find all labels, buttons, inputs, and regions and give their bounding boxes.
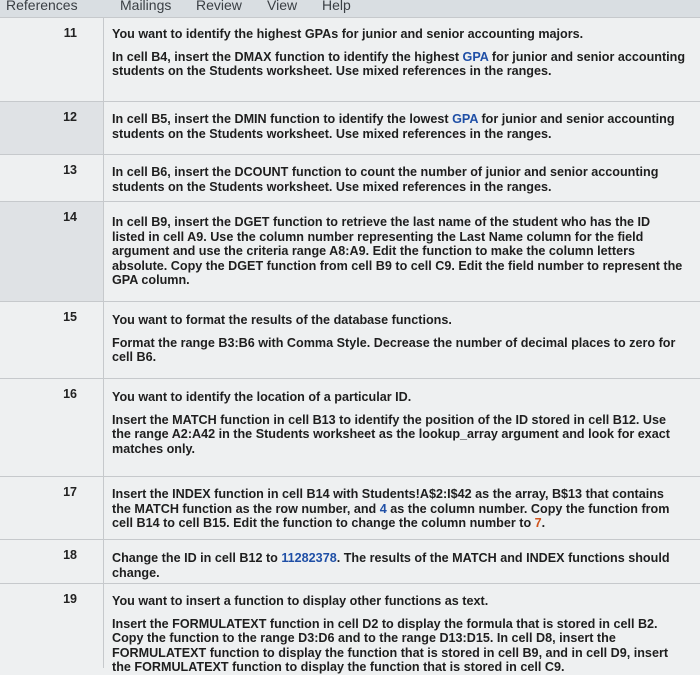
step-content bbox=[112, 551, 686, 580]
step-text: Insert the FORMULATEXT function in cell D2 to display the formula that is stored in cell B2. Copy the function to the range D3:D6 and to the range D13:D15. In cell D8, insert the FORMULATEXT function to display the function that is stored in cell B9, and in cell D9, insert the FORMULATEXT function to display the function that is stored in cell C9. bbox=[112, 616, 669, 674]
step-row-16 bbox=[0, 378, 700, 476]
step-number: 16 bbox=[0, 379, 104, 476]
step-intro: You want to identify the highest GPAs for junior and senior accounting majors. bbox=[112, 27, 584, 41]
column-number-highlight: 7 bbox=[534, 516, 542, 530]
tab-mailings[interactable]: Mailings bbox=[120, 0, 172, 13]
step-text: Format the range B3:B6 with Comma Style. Decrease the number of decimal places to zero for cell B6. bbox=[112, 335, 676, 364]
step-row-14 bbox=[0, 201, 700, 301]
step-intro: You want to identify the location of a particular ID. bbox=[112, 390, 412, 404]
step-intro: You want to insert a function to display other functions as text. bbox=[112, 594, 489, 608]
step-row-15 bbox=[0, 301, 700, 378]
step-row-18 bbox=[0, 539, 700, 583]
step-text: Insert the MATCH function in cell B13 to identify the position of the ID stored in cell B12. Use the range A2:A42 in the Students worksheet as the lookup_array argument and look for exact matches only. bbox=[112, 412, 670, 456]
id-highlight: 11282378 bbox=[281, 551, 337, 565]
step-number: 14 bbox=[0, 202, 104, 301]
gpa-highlight: GPA bbox=[462, 49, 489, 64]
step-number: 11 bbox=[0, 18, 104, 101]
step-row-12 bbox=[0, 101, 700, 154]
step-number: 12 bbox=[0, 102, 104, 154]
step-row-19 bbox=[0, 583, 700, 674]
tab-references[interactable]: References bbox=[6, 0, 78, 13]
column-number-highlight: 4 bbox=[379, 501, 387, 516]
step-intro: You want to format the results of the database functions. bbox=[112, 313, 452, 327]
step-content bbox=[112, 165, 686, 194]
step-row-13 bbox=[0, 154, 700, 201]
step-content bbox=[112, 27, 686, 79]
step-content bbox=[112, 313, 686, 365]
tab-help[interactable]: Help bbox=[322, 0, 351, 13]
tab-view[interactable]: View bbox=[267, 0, 298, 13]
step-content bbox=[112, 215, 686, 288]
step-text: Insert the INDEX function in cell B14 with Students!A$2:I$42 as the array, B$13 that contains the MATCH function as the row number, and 4 as the column number. Copy the function from cell B14 to cell B15. Edit the function to change the column number to 7. bbox=[112, 487, 670, 530]
step-content bbox=[112, 487, 686, 531]
step-number: 19 bbox=[0, 584, 104, 668]
ribbon-tabs bbox=[0, 0, 700, 18]
step-row-17 bbox=[0, 476, 700, 539]
instructions-table bbox=[0, 17, 700, 674]
step-row-11 bbox=[0, 17, 700, 101]
tab-review[interactable]: Review bbox=[196, 0, 242, 13]
gpa-highlight: GPA bbox=[452, 112, 478, 126]
step-number: 18 bbox=[0, 540, 104, 583]
step-number: 15 bbox=[0, 302, 104, 378]
step-text: In cell B6, insert the DCOUNT function to count the number of junior and senior accounting students on the Students worksheet. Use mixed references in the ranges. bbox=[112, 165, 659, 194]
step-text: In cell B4, insert the DMAX function to identify the highest GPA for junior and senior accounting students on the Students worksheet. Use mixed references in the ranges. bbox=[112, 49, 686, 78]
step-content bbox=[112, 112, 686, 141]
step-text: In cell B5, insert the DMIN function to identify the lowest GPA for junior and senior accounting students on the Students worksheet. Use mixed references in the ranges. bbox=[112, 112, 675, 141]
step-content bbox=[112, 390, 686, 456]
step-content bbox=[112, 594, 686, 675]
step-text: Change the ID in cell B12 to 11282378. The results of the MATCH and INDEX functions should change. bbox=[112, 551, 670, 580]
step-text: In cell B9, insert the DGET function to retrieve the last name of the student who has the ID listed in cell A9. Use the column number representing the Last Name column for the field argument and use the criteria range A8:A9. Edit the function to make the column letters absolute. Copy the DGET function from cell B9 to cell C9. Edit the field number to represent the GPA column. bbox=[112, 215, 683, 287]
step-number: 17 bbox=[0, 477, 104, 539]
step-number: 13 bbox=[0, 155, 104, 201]
